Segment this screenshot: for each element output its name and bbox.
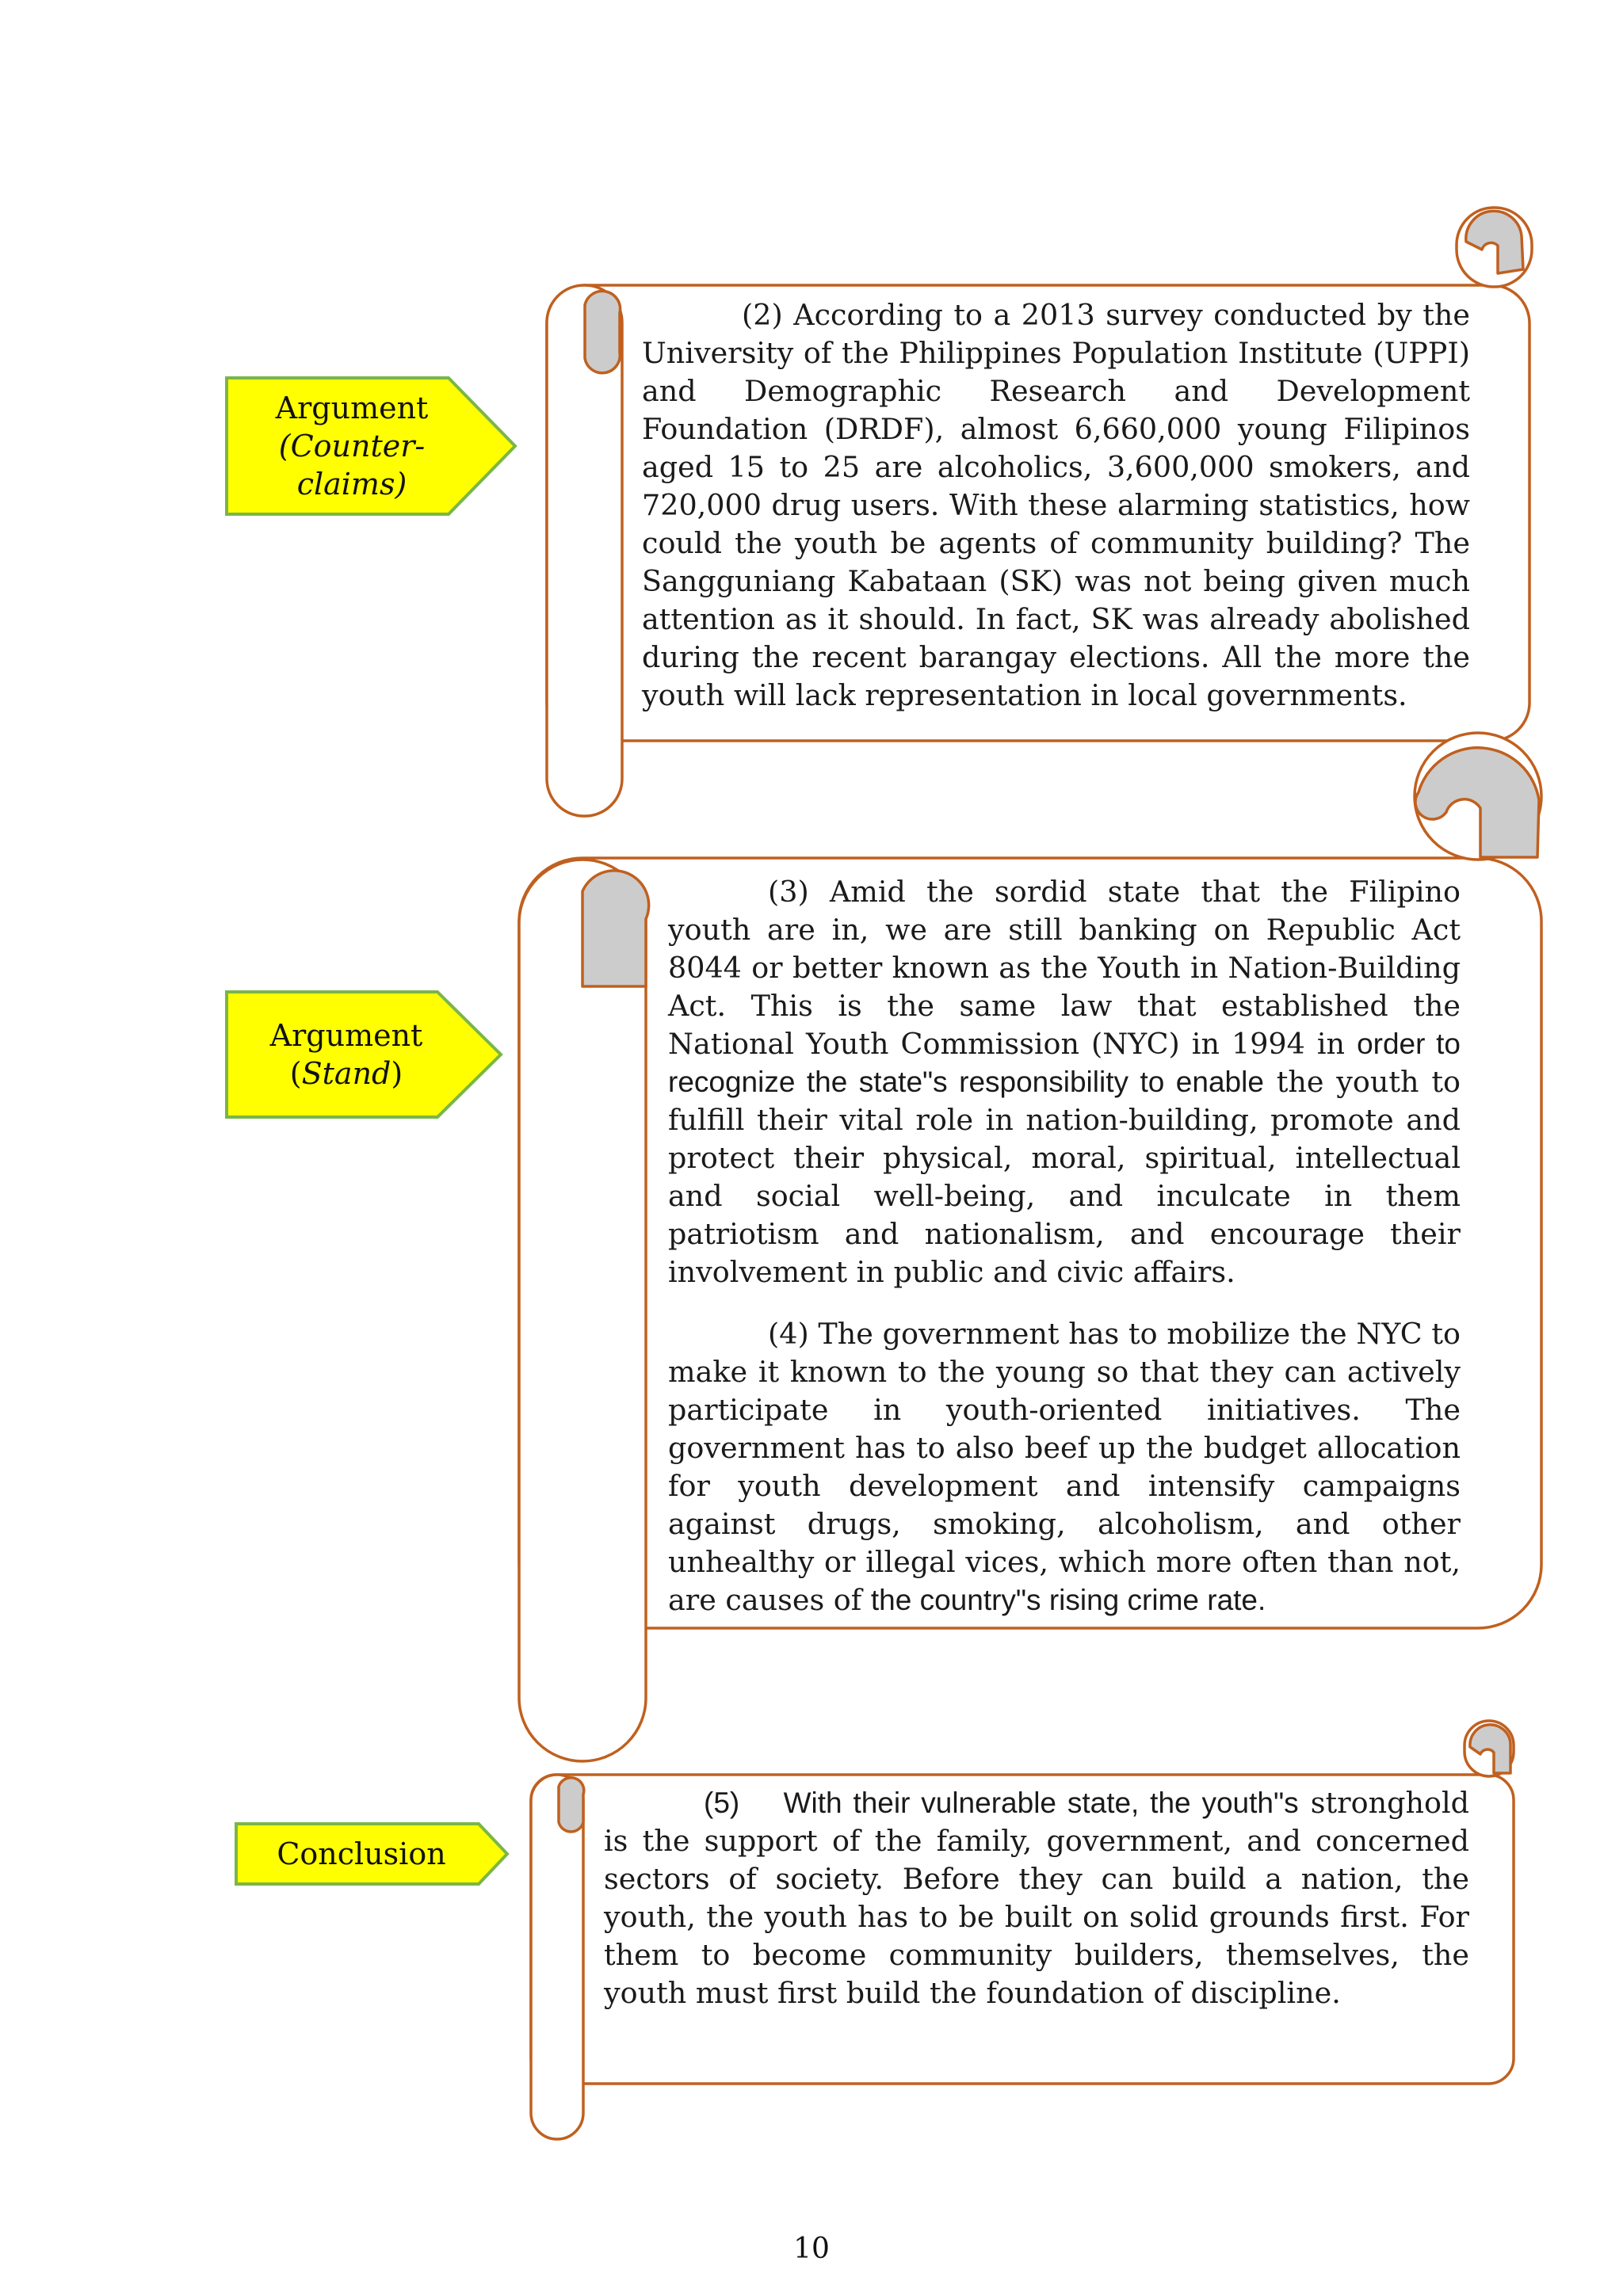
conclusion-text	[604, 1784, 1469, 2012]
paragraph-5: (5) With their vulnerable state, the youth"s stronghold is the support of the family, government, and concerned sectors of society. Before they can build a nation, the youth, the youth has to be built on solid grounds first. For them to become community builders, themselves, the youth must first build the foundation of discipline.	[604, 1786, 1469, 2010]
tag-label-sub-2: claims)	[296, 467, 407, 502]
conclusion-tag	[235, 1822, 510, 1886]
page-number: 10	[793, 2233, 830, 2265]
tag-label-sub: (Counter-	[278, 429, 426, 463]
tag-label: Conclusion	[277, 1836, 446, 1871]
paragraph-2: (2) According to a 2013 survey conducted by the University of the Philippines Population Institute (UPPI) and Demographic Research and Development Foundation (DRDF), almost 6,660,000 young Filipinos aged 15 to 25 are alcoholics, 3,600,000 smokers, and 720,000 drug users. With these alarming statistics, how could the youth be agents of community building? The Sangguniang Kabataan (SK) was not being given much attention as it should. In fact, SK was already abolished during the recent barangay elections. All the more the youth will lack representation in local governments.	[642, 298, 1470, 712]
argument-stand-tag	[225, 990, 504, 1119]
tag-label: Argument	[269, 1018, 423, 1053]
paragraph-4: (4) The government has to mobilize the NYC to make it known to the young so that they can actively participate in youth-oriented initiatives. The government has to also beef up the budget allocation for youth development and intensify campaigns against drugs, smoking, alcoholism, and other unhealthy or illegal vices, which more often than not, are causes of the country"s rising crime rate.	[668, 1317, 1461, 1617]
tag-label: Argument	[275, 391, 429, 425]
counterclaims-text	[642, 296, 1470, 715]
argument-counterclaims-tag	[225, 376, 518, 516]
stand-text	[668, 873, 1461, 1619]
tag-label-sub: (Stand)	[289, 1056, 403, 1091]
paragraph-3: (3) Amid the sordid state that the Filipino youth are in, we are still banking on Republic Act 8044 or better known as the Youth in Nation-Building Act. This is the same law that established the National Youth Commission (NYC) in 1994 in order to recognize the state"s responsibility to enable the youth to fulfill their vital role in nation-building, promote and protect their physical, moral, spiritual, intellectual and social well-being, and inculcate in them patriotism and nationalism, and encourage their involvement in public and civic affairs.	[668, 875, 1461, 1289]
